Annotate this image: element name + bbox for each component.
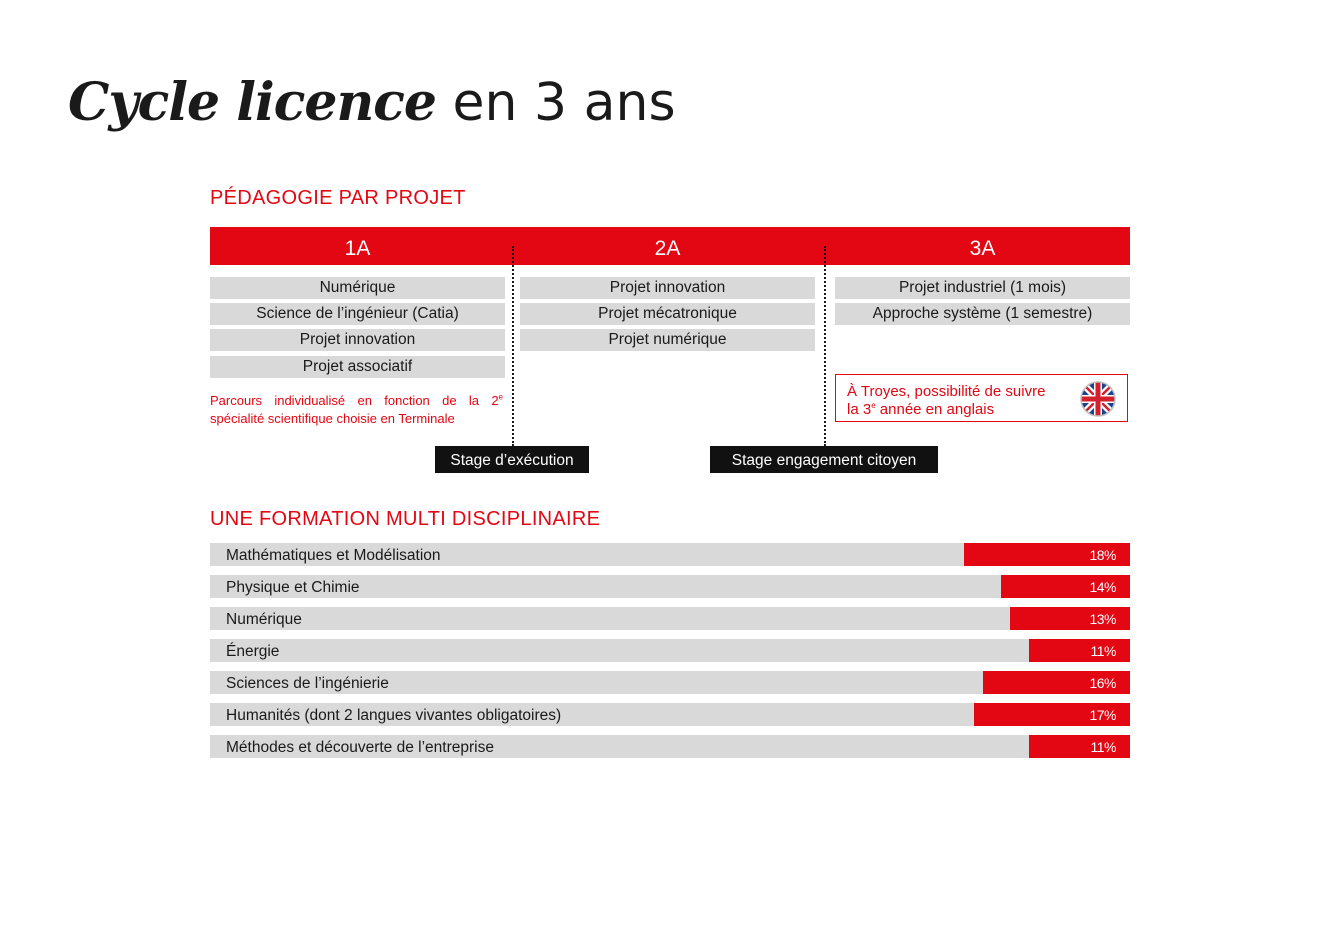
discipline-bar: [983, 671, 1130, 694]
discipline-percent: 16%: [1089, 675, 1116, 691]
project-item: Projet associatif: [210, 356, 505, 378]
discipline-bar: [1001, 575, 1130, 598]
parcours-note: [210, 392, 503, 428]
discipline-label: Physique et Chimie: [226, 579, 360, 596]
discipline-percent: 13%: [1089, 611, 1116, 627]
discipline-label: Sciences de l’ingénierie: [226, 675, 389, 692]
discipline-row: [210, 671, 1130, 694]
divider-1a-2a: [512, 246, 514, 446]
discipline-bar: [964, 543, 1130, 566]
discipline-percent: 11%: [1090, 739, 1116, 755]
parcours-note-line1: Parcours individualisé en fonction de la 2e: [210, 392, 503, 408]
discipline-label: Méthodes et découverte de l’entreprise: [226, 739, 494, 756]
discipline-percent: 14%: [1089, 579, 1116, 595]
callout-text: À Troyes, possibilité de suivre la 3e année en anglais: [847, 383, 1046, 418]
project-item: Projet numérique: [520, 329, 815, 351]
discipline-bar: [1029, 735, 1130, 758]
stage-execution-badge: Stage d’exécution: [435, 446, 589, 473]
project-item: Projet innovation: [210, 329, 505, 351]
uk-flag-icon: [1080, 381, 1116, 417]
year-2a: 2A: [654, 237, 681, 260]
project-item: Projet industriel (1 mois): [835, 277, 1130, 299]
discipline-bar: [1010, 607, 1130, 630]
year-3a: 3A: [969, 237, 996, 260]
project-item: Projet innovation: [520, 277, 815, 299]
years-band: [210, 227, 1130, 265]
discipline-percent: 17%: [1089, 707, 1116, 723]
discipline-row: [210, 575, 1130, 598]
formation-heading: UNE FORMATION MULTI DISCIPLINAIRE: [210, 508, 601, 530]
discipline-bar: [1029, 639, 1130, 662]
english-option-callout: [835, 374, 1128, 422]
page-title: [68, 68, 676, 138]
page-title-rest: en 3 ans: [436, 73, 676, 133]
project-item: Approche système (1 semestre): [835, 303, 1130, 325]
pedagogie-heading: PÉDAGOGIE PAR PROJET: [210, 187, 466, 209]
discipline-row: [210, 639, 1130, 662]
discipline-label: Énergie: [226, 643, 280, 660]
stage-citoyen-badge: Stage engagement citoyen: [710, 446, 938, 473]
discipline-row: [210, 703, 1130, 726]
divider-2a-3a: [824, 246, 826, 446]
project-item: Projet mécatronique: [520, 303, 815, 325]
discipline-label: Humanités (dont 2 langues vivantes obligatoires): [226, 707, 562, 724]
page-title-italic: Cycle licence: [68, 72, 437, 133]
project-item: Numérique: [210, 277, 505, 299]
discipline-row: [210, 607, 1130, 630]
discipline-bar: [974, 703, 1130, 726]
discipline-percent: 18%: [1089, 547, 1116, 563]
parcours-note-line2: spécialité scientifique choisie en Terminale: [210, 411, 455, 426]
discipline-row: [210, 543, 1130, 566]
year-1a: 1A: [344, 237, 371, 260]
discipline-label: Mathématiques et Modélisation: [226, 547, 441, 564]
discipline-label: Numérique: [226, 611, 302, 628]
discipline-row: [210, 735, 1130, 758]
project-item: Science de l’ingénieur (Catia): [210, 303, 505, 325]
discipline-percent: 11%: [1090, 643, 1116, 659]
